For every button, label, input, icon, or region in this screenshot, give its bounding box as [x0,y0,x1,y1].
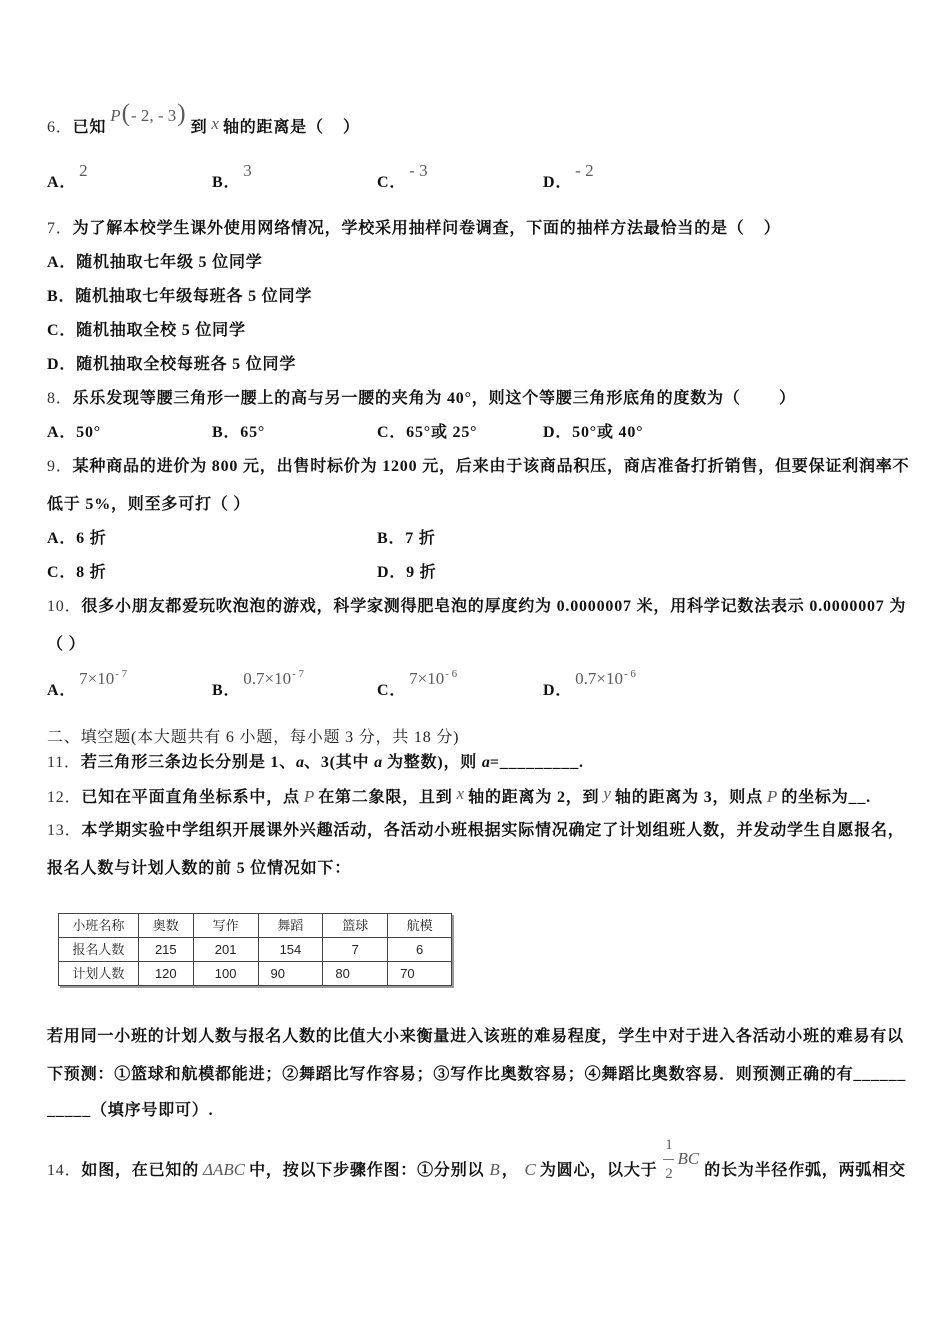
variable-a: a [481,754,490,771]
question-14-stem [47,1136,906,1182]
option-label: D． [543,424,573,441]
table-row [59,938,452,962]
table-cell: 80 [323,962,388,986]
question-9-options-ab [0,528,950,550]
option-text: 6 折 [76,530,107,547]
question-number: 10． [47,598,82,615]
question-7-stem [47,218,781,240]
table-cell: 90 [258,962,323,986]
x-axis-variable: x [211,114,219,133]
question-12-stem [47,786,871,808]
point-variable: P [766,787,778,806]
stem-text: 本学期实验中学组织开展课外兴趣活动，各活动小班根据实际情况确定了计划组班人数，并发动学生自愿报名， [81,822,905,839]
x-axis-variable: x [456,784,465,803]
point-variable: P [110,106,121,125]
table-cell: 201 [193,938,258,962]
question-number: 13． [47,822,82,839]
option-label: D． [543,174,573,191]
option-text: 7 折 [405,530,436,547]
stem-text: 某种商品的进价为 800 元，出售时标价为 1200 元，后来由于该商品积压，商店准备打折销售，但要保证利润率不 [72,458,910,475]
option-label: A． [47,682,77,699]
question-number: 6． [47,119,73,136]
question-10-stem-continued [47,634,85,656]
option-label: C． [377,174,407,191]
option-value [79,668,127,692]
option-b [212,422,265,444]
fraction-denominator: 2 [665,1165,673,1182]
option-text: 随机抽取七年级每班各 5 位同学 [75,288,313,305]
question-9-stem-continued [47,494,250,516]
stem-text: 到 [190,119,208,136]
option-label: A． [47,424,77,441]
point-p-expression [110,100,186,127]
exponent: - 6 [445,668,458,680]
table-cell: 7 [323,938,388,962]
stem-text: 如图，在已知的 [81,1162,200,1179]
question-13-answer-blank [47,1100,213,1122]
option-d [543,668,636,701]
stem-text: 若用同一小班的计划人数与报名人数的比值大小来衡量进入该班的难易程度，学生中对于进入各活动小班的难易有以 [47,1028,904,1045]
mantissa: 0.7×10 [575,669,623,688]
option-label: B． [47,288,76,305]
question-9-stem [47,456,909,478]
table-header-cell: 航模 [388,914,452,938]
stem-text: 报名人数与计划人数的前 5 位情况如下： [47,860,352,877]
option-label: C． [377,424,407,441]
stem-text: 下预测：①篮球和航模都能进；②舞蹈比写作容易；③写作比奥数容易；④舞蹈比奥数容易．则预测正确的有______ [47,1066,907,1083]
fraction-numerator: 1 [665,1136,673,1153]
point-coordinates: - 2, - 3 [130,106,177,125]
option-text: 随机抽取全校每班各 5 位同学 [76,356,297,373]
option-label: A． [47,174,77,191]
mantissa: 7×10 [409,669,445,688]
stem-text: 的长为半径作弧，两弧相交 [704,1162,906,1179]
option-a [47,668,128,701]
option-c [47,320,246,342]
option-value [575,668,636,692]
option-label: A． [47,530,77,547]
option-a [47,422,101,444]
stem-text: 中，按以下步骤作图：①分别以 [249,1162,485,1179]
option-value: 2 [79,161,88,180]
option-b [212,161,252,193]
option-label: B． [212,174,241,191]
point-b: B [489,1160,500,1179]
question-9-options-cd [0,562,950,584]
option-text: 50°或 40° [572,424,644,441]
answer-blank: =_________. [489,754,584,771]
stem-text: 为整数)，则 [382,754,482,771]
variable-a: a [374,754,383,771]
option-label: D． [47,356,77,373]
question-6-options [0,161,950,193]
option-a [47,528,107,550]
question-13-prediction-continued [47,1064,906,1086]
option-value [243,668,304,692]
option-d [543,161,594,193]
fraction-one-half [663,1138,674,1181]
table-header-cell: 写作 [193,914,258,938]
option-label: A． [47,254,77,271]
option-b [377,528,436,550]
option-a [47,252,263,274]
stem-text: 、3(其中 [304,754,375,771]
option-value: 3 [243,161,252,180]
option-c [377,668,458,701]
question-number: 8． [47,390,73,407]
table-cell: 120 [138,962,193,986]
option-text: 8 折 [76,564,107,581]
question-6-stem [47,100,360,136]
enrollment-table [58,913,452,986]
fraction-bar [663,1159,674,1160]
table-row [59,962,452,986]
table-cell: 报名人数 [59,938,139,962]
stem-text: 乐乐发现等腰三角形一腰上的高与另一腰的夹角为 40°，则这个等腰三角形底角的度数为（ ） [72,390,796,407]
exponent: - 6 [624,668,636,680]
question-10-options [0,668,950,701]
table-cell: 215 [138,938,193,962]
option-label: C． [47,322,77,339]
table-cell: 计划人数 [59,962,139,986]
question-11-stem [47,752,584,774]
table-body [59,914,452,986]
option-label: B． [212,424,241,441]
exponent: - 7 [292,668,305,680]
point-c: C [524,1160,536,1179]
question-number: 7． [47,220,73,237]
question-number: 12． [47,789,82,806]
stem-text: ， [501,1162,519,1179]
option-value [409,668,457,692]
option-label: D． [377,564,407,581]
answer-blank: 的坐标为__. [781,789,871,806]
option-b [47,286,312,308]
option-b [212,668,305,701]
mantissa: 7×10 [79,669,115,688]
option-label: C． [377,682,407,699]
stem-text: 若三角形三条边长分别是 1、 [80,754,297,771]
option-d [543,422,643,444]
option-label: D． [543,682,573,699]
question-13-prediction [47,1026,904,1048]
question-10-stem [47,596,906,618]
table-header-cell: 奥数 [138,914,193,938]
table-header-cell: 小班名称 [59,914,139,938]
section-title [47,727,459,749]
question-number: 9． [47,458,73,475]
stem-text: 已知在平面直角坐标系中，点 [81,789,300,806]
option-label: B． [377,530,406,547]
answer-blank: _____（填序号即可）. [47,1102,214,1119]
exponent: - 7 [115,668,128,680]
segment-bc: BC [677,1149,700,1168]
table-cell: 100 [193,962,258,986]
stem-text: 很多小朋友都爱玩吹泡泡的游戏，科学家测得肥皂泡的厚度约为 0.0000007 米，用科学记数法表示 0.0000007 为 [81,598,907,615]
option-text: 65°或 25° [406,424,478,441]
stem-text: 轴的距离是（ ） [222,119,360,136]
question-13-stem [47,820,905,842]
y-axis-variable: y [603,784,611,803]
stem-text: 为了解本校学生课外使用网络情况，学校采用抽样问卷调查，下面的抽样方法最恰当的是（ ） [72,220,781,237]
option-text: 随机抽取七年级 5 位同学 [76,254,263,271]
open-paren: ( [121,100,130,127]
point-variable: P [303,787,315,806]
variable-a: a [296,754,305,771]
question-8-stem [47,388,796,410]
option-text: 随机抽取全校 5 位同学 [76,322,246,339]
option-c [377,422,477,444]
option-value: - 2 [575,161,594,180]
stem-text: 为圆心，以大于 [539,1162,658,1179]
mantissa: 0.7×10 [243,669,292,688]
option-d [377,562,437,584]
option-a [47,161,88,193]
option-text: 50° [76,424,101,441]
table-header-cell: 舞蹈 [258,914,323,938]
section-title-text: 二、填空题(本大题共有 6 小题，每小题 3 分，共 18 分) [47,729,460,746]
option-label: B． [212,682,241,699]
stem-text: 轴的距离为 3，则点 [614,789,763,806]
question-number: 11． [47,754,81,771]
triangle-abc: ΔABC [203,1160,246,1179]
option-d [47,354,296,376]
question-13-stem-continued [47,858,351,880]
close-paren: ) [177,100,186,127]
table-header-cell: 篮球 [323,914,388,938]
stem-text: （ ） [47,636,86,653]
option-value: - 3 [409,161,428,180]
stem-text: 已知 [72,119,107,136]
option-label: C． [47,564,77,581]
option-text: 65° [240,424,266,441]
stem-text: 在第二象限，且到 [318,789,453,806]
table-header-row [59,914,452,938]
option-c [47,562,107,584]
stem-text: 低于 5%，则至多可打（ ） [47,496,251,513]
table-cell: 154 [258,938,323,962]
question-8-options [0,422,950,444]
stem-text: 轴的距离为 2，到 [468,789,600,806]
question-number: 14． [47,1162,82,1179]
option-c [377,161,428,193]
table-cell: 6 [388,938,452,962]
option-text: 9 折 [406,564,437,581]
table-cell: 70 [388,962,452,986]
